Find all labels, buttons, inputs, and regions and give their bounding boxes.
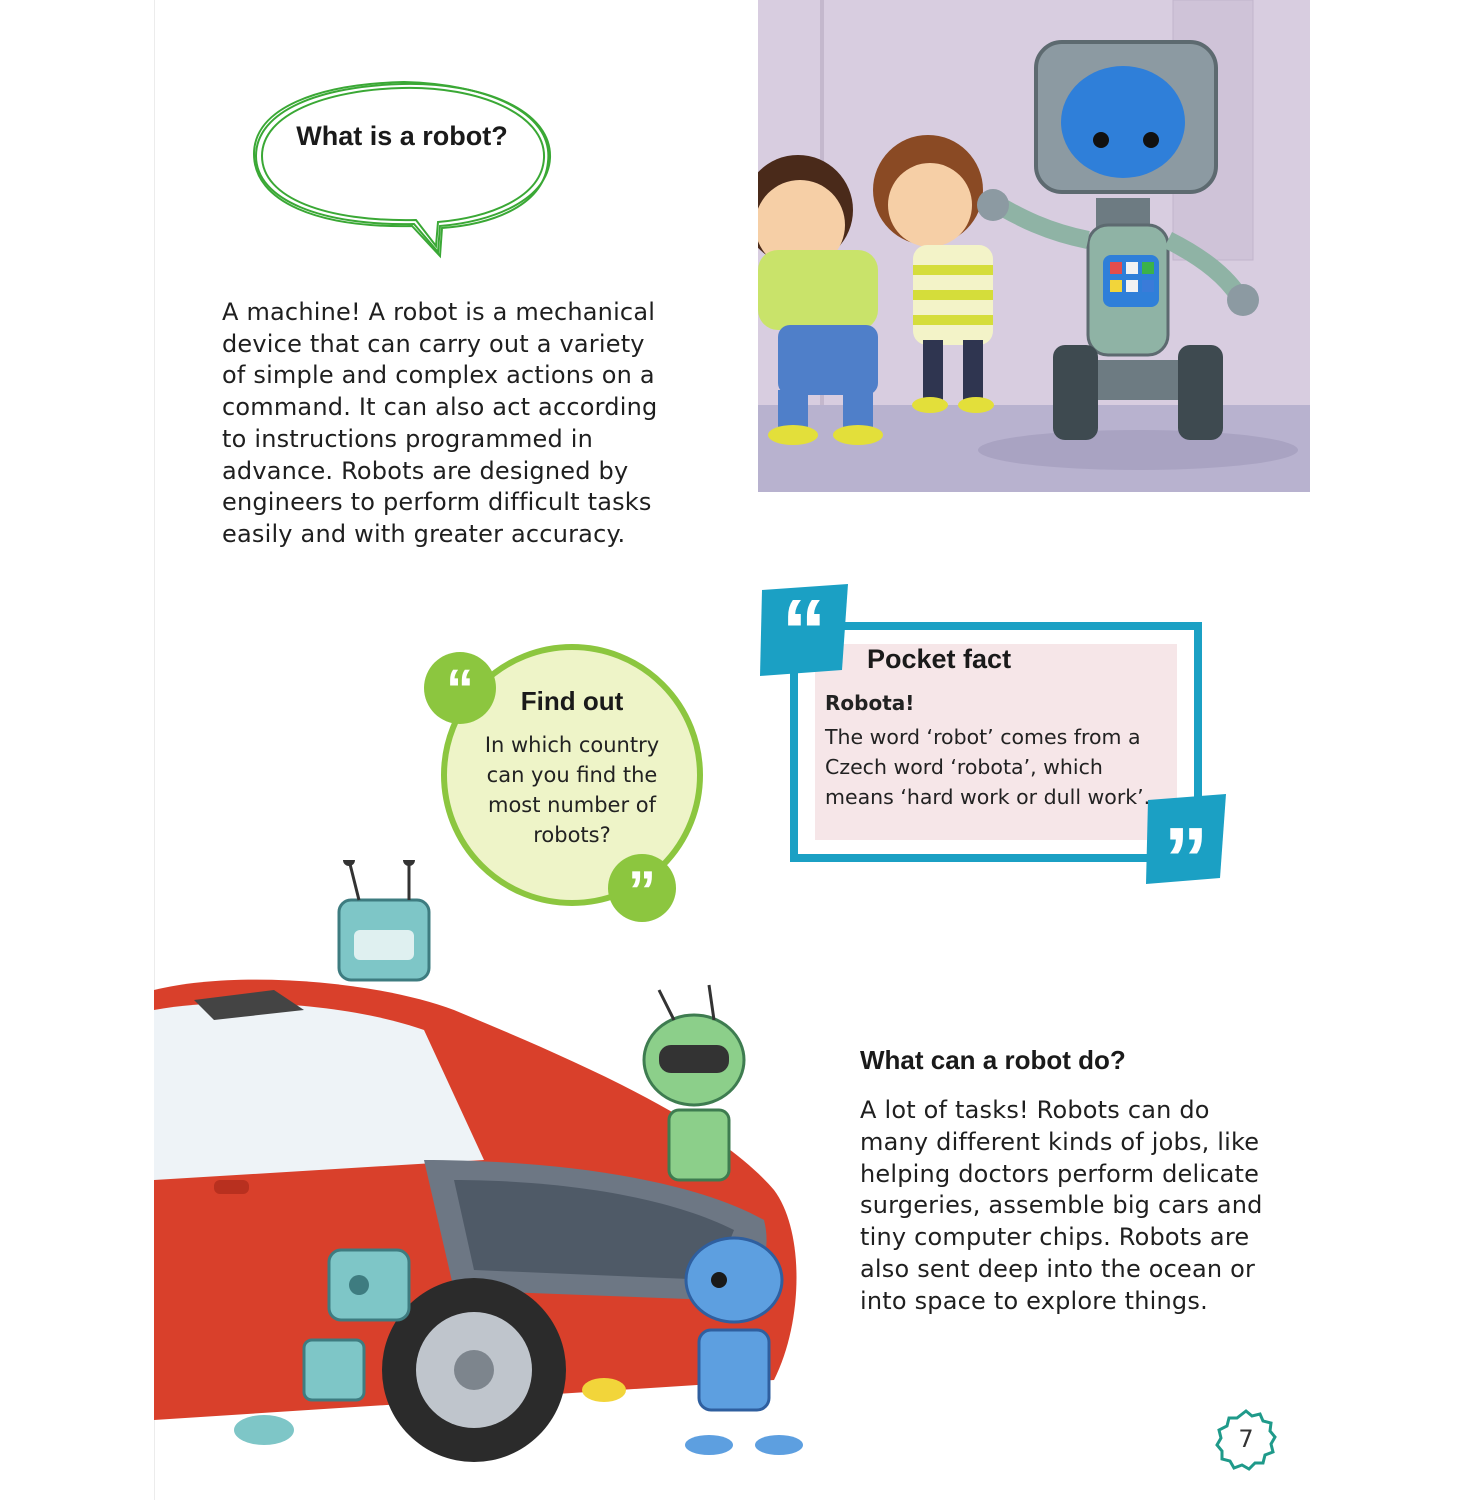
page-number: 7 xyxy=(1238,1425,1254,1453)
svg-text:”: ” xyxy=(628,859,656,922)
svg-text:“: “ xyxy=(781,584,827,682)
speech-bubble-outline xyxy=(252,80,554,260)
pocket-fact-heading: Pocket fact xyxy=(867,644,1012,674)
robot-on-roof xyxy=(339,860,429,980)
intro-paragraph: A machine! A robot is a mechanical device that can carry out a variety of simple and complex actions on a command. It can also act according to instructions programmed in advance. Robots are designed by engineers to perform difficult tasks easily and with greater accuracy. xyxy=(222,298,658,548)
section-heading: What can a robot do? xyxy=(860,1045,1126,1075)
title-question: What is a robot? xyxy=(296,121,508,151)
kids-and-robot-illustration xyxy=(758,0,1310,492)
pocket-fact-subheading: Robota! xyxy=(825,691,915,715)
robots-fixing-car-illustration xyxy=(154,860,854,1500)
find-out-heading: Find out xyxy=(520,686,624,716)
page-gutter xyxy=(0,0,155,1500)
find-out-text: In which country can you find the most number of robots? xyxy=(484,733,660,847)
title-speech-bubble xyxy=(252,80,554,260)
svg-text:“: “ xyxy=(446,657,474,720)
svg-text:”: ” xyxy=(1163,810,1209,884)
pocket-fact-callout xyxy=(760,584,1230,884)
section-paragraph: A lot of tasks! Robots can do many different kinds of jobs, like helping doctors perform delicate surgeries, assemble big cars and tiny computer chips. Robots are also sent deep into the ocean or into space to explore things. xyxy=(860,1096,1263,1315)
pocket-fact-text: The word ‘robot’ comes from a Czech word ‘robota’, which means ‘hard work or dull work’. xyxy=(825,725,1151,809)
page-number-badge xyxy=(1214,1408,1278,1472)
